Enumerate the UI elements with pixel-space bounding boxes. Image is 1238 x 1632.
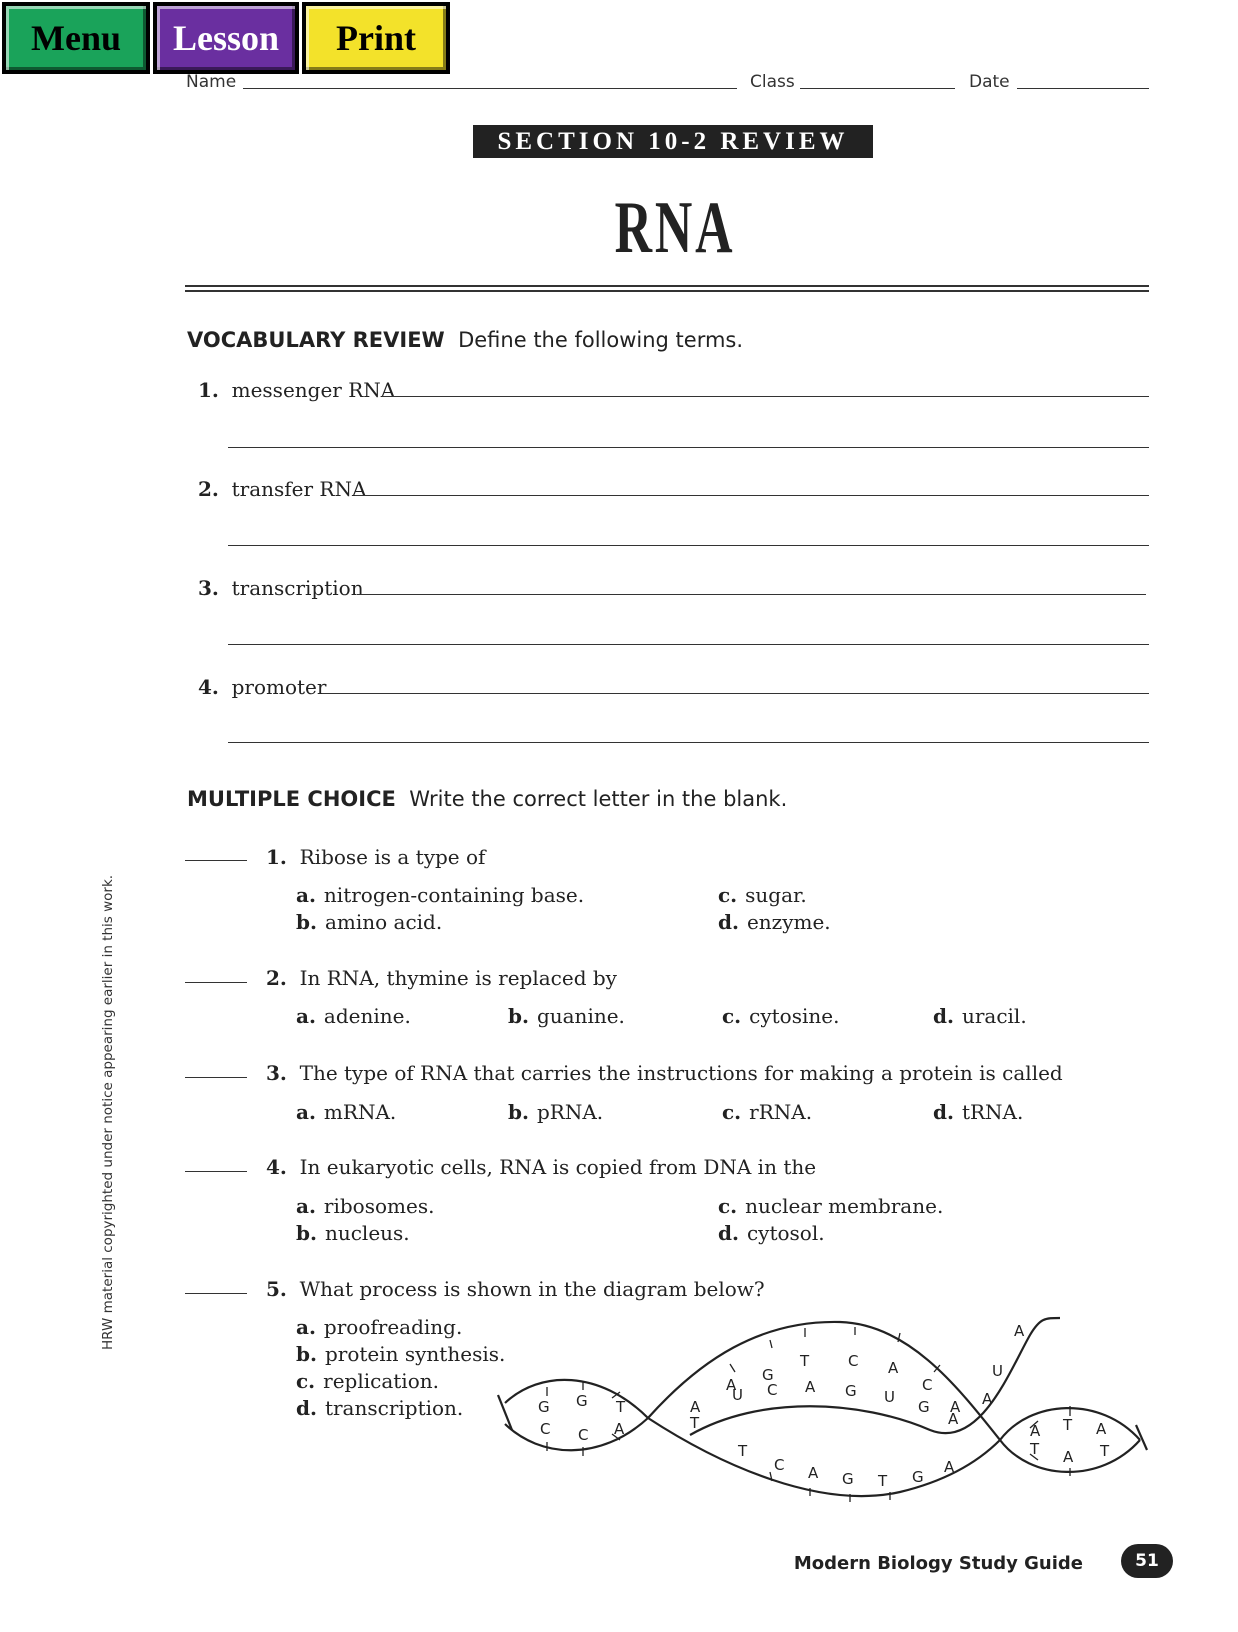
option-letter: c. [722,1004,742,1028]
vocab-term: messenger RNA [231,378,396,402]
option-text: adenine. [323,1004,411,1028]
option-text: rRNA. [749,1100,813,1124]
option-letter: c. [296,1369,316,1393]
base-label: A [808,1464,819,1482]
option-text: mRNA. [323,1100,397,1124]
class-label: Class [750,72,795,92]
lesson-button[interactable]: Lesson [153,2,299,74]
base-label: A [982,1390,993,1408]
base-label: A [1014,1322,1025,1340]
base-label: G [842,1470,854,1488]
base-label: C [774,1456,785,1474]
base-label: T [616,1398,626,1416]
vocab-heading-instructions: Define the following terms. [458,328,744,352]
option-text: cytosol. [746,1221,825,1245]
question-text: The type of RNA that carries the instructions for making a protein is called [299,1061,1063,1085]
option-text: sugar. [745,883,807,907]
mc-heading-instructions: Write the correct letter in the blank. [409,787,788,811]
vocab-number: 1. [198,378,219,402]
section-banner: SECTION 10-2 REVIEW [473,125,873,158]
copyright-note: HRW material copyrighted under notice appearing earlier in this work. [100,874,116,1350]
vocab-number: 3. [198,576,219,600]
base-label: C [767,1381,778,1399]
option-letter: c. [718,1194,738,1218]
base-tick [770,1340,772,1348]
base-label: C [922,1376,933,1394]
option-letter: c. [718,883,738,907]
base-label: A [690,1398,701,1416]
base-label: T [1100,1442,1110,1460]
option-letter: a. [296,1194,316,1218]
base-label: U [884,1388,895,1406]
mc-heading-bold: MULTIPLE CHOICE [187,787,396,811]
base-label: G [912,1468,924,1486]
base-label: T [1063,1416,1073,1434]
name-label: Name [186,72,237,92]
option-text: pRNA. [536,1100,604,1124]
option-text: replication. [323,1369,439,1393]
option-letter: b. [296,1221,317,1245]
base-label: C [578,1426,589,1444]
question-number: 1. [266,845,287,869]
menu-button[interactable]: Menu [2,2,150,74]
base-tick [730,1364,735,1372]
base-label: T [690,1414,700,1432]
question-number: 4. [266,1155,287,1179]
option-letter: d. [718,910,739,934]
option-letter: d. [718,1221,739,1245]
date-label: Date [969,72,1010,92]
base-label: A [1063,1448,1074,1466]
base-label: T [878,1472,888,1490]
base-label: A [1030,1422,1041,1440]
vocab-term: transcription [231,576,364,600]
option-letter: a. [296,1100,316,1124]
print-button[interactable]: Print [302,2,450,74]
page-title: RNA [614,187,736,269]
question-text: In eukaryotic cells, RNA is copied from DNA in the [299,1155,817,1179]
base-label: A [888,1359,899,1377]
question-text: In RNA, thymine is replaced by [299,966,617,990]
question-number: 2. [266,966,287,990]
option-text: protein synthesis. [324,1342,506,1366]
base-label: A [944,1458,955,1476]
base-label: A [726,1376,737,1394]
base-label: G [845,1382,857,1400]
dna-strand-path [505,1418,648,1450]
option-text: nitrogen-containing base. [323,883,585,907]
option-text: nucleus. [324,1221,410,1245]
option-letter: d. [296,1396,317,1420]
option-text: proofreading. [323,1315,463,1339]
option-text: transcription. [324,1396,464,1420]
option-letter: b. [508,1004,529,1028]
option-letter: a. [296,1004,316,1028]
vocab-term: promoter [231,675,327,699]
base-label: C [540,1420,551,1438]
base-label: G [538,1398,550,1416]
vocab-number: 4. [198,675,219,699]
option-text: guanine. [536,1004,625,1028]
base-label: A [948,1410,959,1428]
option-letter: c. [722,1100,742,1124]
option-text: uracil. [961,1004,1027,1028]
book-title: Modern Biology Study Guide [793,1553,1083,1574]
rna-strand-path [690,1318,1060,1435]
base-label: G [576,1392,588,1410]
question-text: Ribose is a type of [299,845,486,869]
vocab-number: 2. [198,477,219,501]
base-label: C [848,1352,859,1370]
option-text: amino acid. [324,910,443,934]
base-label: T [800,1352,810,1370]
option-letter: b. [296,1342,317,1366]
vocab-term: transfer RNA [231,477,367,501]
option-letter: b. [508,1100,529,1124]
option-text: enzyme. [746,910,831,934]
base-label: U [992,1362,1003,1380]
option-letter: d. [933,1004,954,1028]
option-text: tRNA. [961,1100,1024,1124]
base-label: A [950,1398,961,1416]
option-text: nuclear membrane. [745,1194,944,1218]
option-letter: a. [296,1315,316,1339]
base-label: A [1096,1420,1107,1438]
vocab-heading-bold: VOCABULARY REVIEW [187,328,445,352]
base-label: T [1030,1440,1040,1458]
option-letter: b. [296,910,317,934]
question-number: 5. [266,1277,287,1301]
question-number: 3. [266,1061,287,1085]
base-label: T [738,1442,748,1460]
base-label: U [732,1386,743,1404]
base-label: G [918,1398,930,1416]
option-text: cytosine. [749,1004,840,1028]
page-number: 51 [1121,1544,1173,1578]
option-letter: a. [296,883,316,907]
base-label: G [762,1366,774,1384]
option-text: ribosomes. [323,1194,435,1218]
base-label: A [805,1378,816,1396]
option-letter: d. [933,1100,954,1124]
question-text: What process is shown in the diagram below? [299,1277,765,1301]
base-label: A [614,1420,625,1438]
